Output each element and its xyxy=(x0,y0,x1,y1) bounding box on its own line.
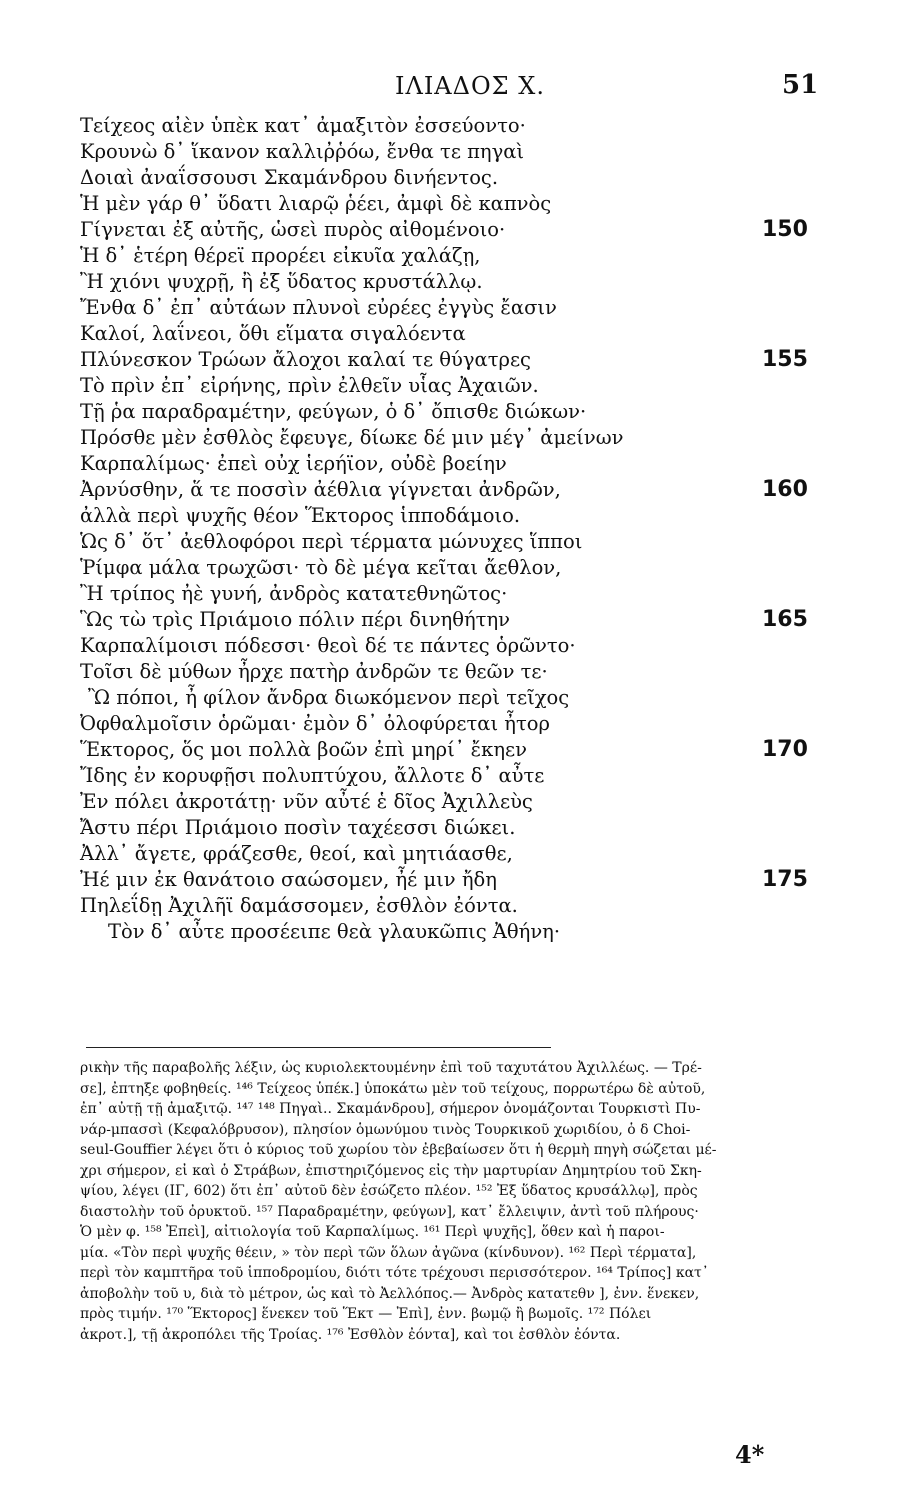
page-number: 51 xyxy=(782,70,819,100)
verse-line: Ἐν πόλει ἀκροτάτῃ· νῦν αὖτέ ἑ δῖος Ἀχιλλεὺς xyxy=(80,790,533,813)
verse-line: Ἢ χιόνι ψυχρῇ, ἢ ἐξ ὕδατος κρυστάλλῳ. xyxy=(80,270,483,293)
running-title: ΙΛΙΑΔΟΣ Χ. xyxy=(395,72,545,100)
verse-line: Πρόσθε μὲν ἐσθλὸς ἔφευγε, δίωκε δέ μιν μέγ᾽ ἀμείνων xyxy=(80,426,624,449)
verse-line: Τὸ πρὶν ἐπ᾽ εἰρήνης, πρὶν ἐλθεῖν υἷας Ἀχαιῶν. xyxy=(80,374,539,397)
footnote-line: μία. «Τὸν περὶ ψυχῆς θέειν, » τὸν περὶ τῶν ὅλων ἀγῶνα (κίνδυνον). ¹⁶² Περὶ τέρματα], xyxy=(80,1244,697,1261)
verse-line: Ὣς τὼ τρὶς Πριάμοιο πόλιν πέρι δινηθήτην xyxy=(80,608,510,631)
verse-line: Δοιαὶ ἀναΐσσουσι Σκαμάνδρου δινήεντος. xyxy=(80,166,499,189)
verse-line: Ῥίμφα μάλα τρωχῶσι· τὸ δὲ μέγα κεῖται ἄεθλον, xyxy=(80,556,562,579)
verse-line: Πλύνεσκον Τρώων ἄλοχοι καλαί τε θύγατρες xyxy=(80,348,531,371)
verse-line: Τείχεος αἰὲν ὑπὲκ κατ᾽ ἀμαξιτὸν ἐσσεύοντο· xyxy=(80,114,526,137)
verse-line: Καρπαλίμοισι πόδεσσι· θεοὶ δέ τε πάντες ὁρῶντο· xyxy=(80,634,576,657)
verse-line: Ἴδης ἐν κορυφῇσι πολυπτύχου, ἄλλοτε δ᾽ αὖτε xyxy=(80,764,545,787)
footnote-line: Ὁ μὲν φ. ¹⁵⁸ Ἐπεὶ], αἰτιολογία τοῦ Καρπαλίμως. ¹⁶¹ Περὶ ψυχῆς], ὅθεν καὶ ἡ παροι- xyxy=(80,1224,665,1240)
footnote-line: ἀποβολὴν τοῦ υ, διὰ τὸ μέτρον, ὡς καὶ τὸ Ἀελλόπος.— Ἀνδρὸς κατατεθν ], ἐνν. ἕνεκεν, xyxy=(80,1285,700,1302)
verse-line: Ὀφθαλμοῖσιν ὁρῶμαι· ἐμὸν δ᾽ ὀλοφύρεται ἦτορ xyxy=(80,712,550,735)
verse-line: Ἡ δ᾽ ἑτέρη θέρεϊ προρέει εἰκυῖα χαλάζῃ, xyxy=(80,244,481,267)
verse-line: Ἢ τρίπος ἠὲ γυνή, ἀνδρὸς κατατεθνηῶτος· xyxy=(80,582,508,605)
verse-number: 170 xyxy=(762,737,808,762)
verse-line: Ἀρνύσθην, ἅ τε ποσσὶν ἀέθλια γίγνεται ἀνδρῶν, xyxy=(80,478,561,501)
verse-line: Καρπαλίμως· ἐπεὶ οὐχ ἱερήϊον, οὐδὲ βοείην xyxy=(80,452,507,475)
footnote-line: seul-Gouffier λέγει ὅτι ὁ κύριος τοῦ χωρίου τὸν ἐβεβαίωσεν ὅτι ἡ θερμὴ πηγὴ σώζεται μέ- xyxy=(80,1142,717,1158)
verse-line: ἀλλὰ περὶ ψυχῆς θέον Ἕκτορος ἱπποδάμοιο. xyxy=(80,504,521,527)
verse-line: Τοῖσι δὲ μύθων ἦρχε πατὴρ ἀνδρῶν τε θεῶν τε· xyxy=(80,660,548,683)
verse-line: Ὢ πόποι, ἦ φίλον ἄνδρα διωκόμενον περὶ τεῖχος xyxy=(88,686,570,709)
verse-line: Τῇ ῥα παραδραμέτην, φεύγων, ὁ δ᾽ ὄπισθε διώκων· xyxy=(80,400,587,423)
verse-line: Γίγνεται ἐξ αὐτῆς, ὡσεὶ πυρὸς αἰθομένοιο· xyxy=(80,218,506,241)
verse-line: Καλοί, λαΐνεοι, ὅθι εἵματα σιγαλόεντα xyxy=(80,322,466,345)
footnote-line: περὶ τὸν καμπτῆρα τοῦ ἱπποδρομίου, διότι τότε τρέχουσι περισσότερον. ¹⁶⁴ Τρίπος] κατ᾽ xyxy=(80,1265,709,1281)
footnote-line: πρὸς τιμήν. ¹⁷⁰ Ἕκτορος] ἕνεκεν τοῦ Ἕκτ — Ἐπὶ], ἐνν. βωμῷ ἢ βωμοῖς. ¹⁷² Πόλει xyxy=(80,1306,652,1322)
verse-line: Ἔνθα δ᾽ ἐπ᾽ αὐτάων πλυνοὶ εὐρέες ἐγγὺς ἔασιν xyxy=(80,296,557,319)
verse-line: Ἄστυ πέρι Πριάμοιο ποσὶν ταχέεσσι διώκει. xyxy=(80,816,516,839)
verse-line: Ὡς δ᾽ ὅτ᾽ ἀεθλοφόροι περὶ τέρματα μώνυχες ἵπποι xyxy=(80,530,583,553)
verse-line: Ἀλλ᾽ ἄγετε, φράζεσθε, θεοί, καὶ μητιάασθε, xyxy=(80,842,513,865)
footnote-line: χρι σήμερον, εἰ καὶ ὁ Στράβων, ἐπιστηριζόμενος εἰς τὴν μαρτυρίαν Δημητρίου τοῦ Σκη- xyxy=(80,1162,702,1179)
verse-line: Κρουνὼ δ᾽ ἵκανον καλλιῤῥόω, ἔνθα τε πηγαὶ xyxy=(80,140,525,163)
footnote-line: διαστολὴν τοῦ ὀρυκτοῦ. ¹⁵⁷ Παραδραμέτην, φεύγων], κατ᾽ ἔλλειψιν, ἀντὶ τοῦ πλήρους· xyxy=(80,1203,699,1220)
footnote-divider xyxy=(86,1047,551,1048)
signature-mark: 4* xyxy=(735,1440,765,1469)
verse-line: Ἕκτορος, ὅς μοι πολλὰ βοῶν ἐπὶ μηρί᾽ ἔκηεν xyxy=(80,738,527,761)
footnote-line: σε], ἐπτηξε φοβηθείς. ¹⁴⁶ Τείχεος ὑπέκ.] ὑποκάτω μὲν τοῦ τείχους, πορρωτέρω δὲ αὐτοῦ, xyxy=(80,1080,706,1097)
verse-line: Πηλεΐδῃ Ἀχιλῆϊ δαμάσσομεν, ἐσθλὸν ἐόντα. xyxy=(80,894,518,917)
footnote-line: ἀκροτ.], τῇ ἀκροπόλει τῆς Τροίας. ¹⁷⁶ Ἐσθλὸν ἐόντα], καὶ τοι ἐσθλὸν ἐόντα. xyxy=(80,1326,621,1343)
verse-line: Ἡ μὲν γάρ θ᾽ ὕδατι λιαρῷ ῥέει, ἀμφὶ δὲ καπνὸς xyxy=(80,192,552,215)
verse-number: 155 xyxy=(762,347,808,372)
verse-number: 165 xyxy=(762,607,808,632)
footnote-line: ψίου, λέγει (ΙΓ, 602) ὅτι ἐπ᾽ αὐτοῦ δὲν ἐσώζετο πλέον. ¹⁵² Ἐξ ὕδατος κρυσάλλῳ], πρὸς xyxy=(80,1183,698,1199)
footnote-line: νάρ-μπασσὶ (Κεφαλόβρυσον), πλησίον ὁμωνύμου τινὸς Τουρκικοῦ χωριδίου, ὁ δ Choi- xyxy=(80,1121,691,1138)
footnote-line: ρικὴν τῆς παραβολῆς λέξιν, ὡς κυριολεκτουμένην ἐπὶ τοῦ ταχυτάτου Ἀχιλλέως. — Τρέ- xyxy=(80,1060,702,1076)
verse-number: 175 xyxy=(762,867,808,892)
footnotes xyxy=(80,1058,805,1345)
footnote-line: ἐπ᾽ αὐτῇ τῇ ἀμαξιτῷ. ¹⁴⁷ ¹⁴⁸ Πηγαὶ.. Σκαμάνδρου], σήμερον ὀνομάζονται Τουρκιστὶ Πυ- xyxy=(80,1101,701,1117)
verse-line: Ἠέ μιν ἐκ θανάτοιο σαώσομεν, ἦέ μιν ἤδη xyxy=(80,868,497,891)
poem-text xyxy=(80,113,700,945)
verse-number: 160 xyxy=(762,477,808,502)
verse-line: Τὸν δ᾽ αὖτε προσέειπε θεὰ γλαυκῶπις Ἀθήνη· xyxy=(108,920,561,943)
verse-number: 150 xyxy=(762,217,808,242)
